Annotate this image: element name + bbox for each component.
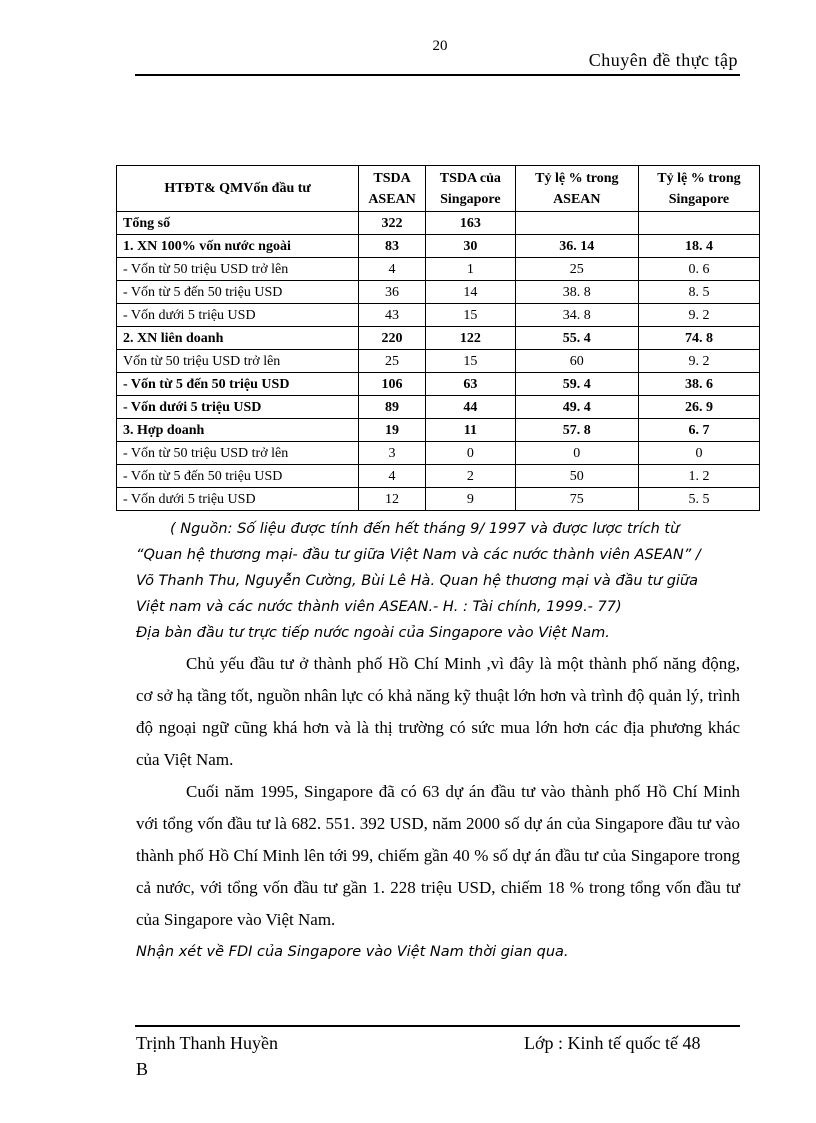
row-label: Vốn từ 50 triệu USD trở lên [117,350,359,373]
cell-asean-projects: 12 [359,488,426,511]
row-label: - Vốn từ 5 đến 50 triệu USD [117,465,359,488]
section-heading: Nhận xét về FDI của Singapore vào Việt Nam thời gian qua. [136,944,569,960]
cell-asean-projects: 322 [359,212,426,235]
table-row [117,396,760,419]
row-label: 1. XN 100% vốn nước ngoài [117,235,359,258]
row-label: - Vốn từ 50 triệu USD trở lên [117,442,359,465]
table-row [117,281,760,304]
cell-singapore-projects: 15 [425,304,515,327]
footer-class: Lớp : Kinh tế quốc tế 48 [524,1033,701,1053]
header-title: Chuyên đề thực tập [588,50,738,70]
source-line: Việt nam và các nước thành viên ASEAN.- H. : Tài chính, 1999.- 77) [136,599,622,615]
cell-asean-percent: 25 [515,258,638,281]
column-header: Tỷ lệ % trong ASEAN [515,166,638,212]
table-row [117,488,760,511]
table-row [117,258,760,281]
column-header: HTĐT& QMVốn đầu tư [117,166,359,212]
row-label: - Vốn dưới 5 triệu USD [117,488,359,511]
table-row [117,212,760,235]
source-line: Võ Thanh Thu, Nguyễn Cường, Bùi Lê Hà. Quan hệ thương mại và đầu tư giữa [136,573,699,589]
table-row [117,235,760,258]
source-note [136,516,756,646]
cell-singapore-percent [638,212,759,235]
table-header-row [117,166,760,212]
cell-singapore-projects: 11 [425,419,515,442]
table-row [117,327,760,350]
section-heading: Địa bàn đầu tư trực tiếp nước ngoài của Singapore vào Việt Nam. [136,625,610,641]
cell-asean-percent: 49. 4 [515,396,638,419]
paragraph: Cuối năm 1995, Singapore đã có 63 dự án đầu tư vào thành phố Hồ Chí Minh với tổng vốn đầu tư là 682. 551. 392 USD, năm 2000 số dự án của Singapore đầu tư vào thành phố Hồ Chí Minh lên tới 99, chiếm gần 40 % số dự án đầu tư của Singapore trong cả nước, với tổng vốn đầu tư gần 1. 228 triệu USD, chiếm 18 % trong tổng vốn đầu tư của Singapore vào Việt Nam. [136,782,740,929]
row-label: - Vốn từ 5 đến 50 triệu USD [117,281,359,304]
cell-singapore-projects: 15 [425,350,515,373]
cell-singapore-percent: 26. 9 [638,396,759,419]
cell-asean-projects: 106 [359,373,426,396]
cell-singapore-percent: 0 [638,442,759,465]
cell-singapore-projects: 1 [425,258,515,281]
cell-asean-projects: 3 [359,442,426,465]
author-name-continued: B [136,1059,149,1079]
cell-asean-projects: 4 [359,258,426,281]
cell-singapore-projects: 44 [425,396,515,419]
cell-singapore-percent: 6. 7 [638,419,759,442]
table-row [117,465,760,488]
cell-asean-projects: 19 [359,419,426,442]
row-label: - Vốn dưới 5 triệu USD [117,304,359,327]
cell-singapore-percent: 8. 5 [638,281,759,304]
cell-asean-projects: 4 [359,465,426,488]
cell-asean-projects: 25 [359,350,426,373]
cell-singapore-percent: 1. 2 [638,465,759,488]
cell-asean-percent: 34. 8 [515,304,638,327]
cell-asean-percent: 38. 8 [515,281,638,304]
row-label: Tổng số [117,212,359,235]
body-text [136,648,740,968]
cell-singapore-projects: 163 [425,212,515,235]
cell-singapore-projects: 2 [425,465,515,488]
row-label: 3. Hợp doanh [117,419,359,442]
column-header: TSDA của Singapore [425,166,515,212]
cell-singapore-projects: 63 [425,373,515,396]
cell-asean-percent: 50 [515,465,638,488]
cell-asean-percent [515,212,638,235]
cell-asean-percent: 75 [515,488,638,511]
table-row [117,373,760,396]
table-row [117,350,760,373]
cell-asean-projects: 89 [359,396,426,419]
cell-asean-projects: 43 [359,304,426,327]
cell-singapore-projects: 0 [425,442,515,465]
fdi-table [116,165,760,511]
cell-singapore-percent: 0. 6 [638,258,759,281]
cell-asean-percent: 36. 14 [515,235,638,258]
author-name: Trịnh Thanh Huyền [136,1033,279,1053]
cell-singapore-projects: 14 [425,281,515,304]
cell-asean-percent: 59. 4 [515,373,638,396]
cell-singapore-percent: 38. 6 [638,373,759,396]
cell-asean-percent: 55. 4 [515,327,638,350]
cell-singapore-projects: 9 [425,488,515,511]
row-label: 2. XN liên doanh [117,327,359,350]
cell-singapore-projects: 30 [425,235,515,258]
cell-singapore-percent: 5. 5 [638,488,759,511]
table-row [117,442,760,465]
row-label: - Vốn từ 50 triệu USD trở lên [117,258,359,281]
cell-asean-percent: 0 [515,442,638,465]
page-number: 20 [432,38,448,54]
paragraph: Chủ yếu đầu tư ở thành phố Hồ Chí Minh ,vì đây là một thành phố năng động, cơ sở hạ tầng tốt, nguồn nhân lực có khả năng kỹ thuật lớn hơn và trình độ quản lý, trình độ ngoại ngữ cũng khá hơn và là thị trường có sức mua lớn hơn các địa phương khác của Việt Nam. [136,654,740,769]
footer-divider [135,1025,740,1027]
cell-asean-projects: 220 [359,327,426,350]
table-row [117,419,760,442]
table-row [117,304,760,327]
cell-asean-projects: 36 [359,281,426,304]
cell-singapore-percent: 74. 8 [638,327,759,350]
row-label: - Vốn từ 5 đến 50 triệu USD [117,373,359,396]
header-divider [135,74,740,76]
column-header: TSDA ASEAN [359,166,426,212]
cell-singapore-projects: 122 [425,327,515,350]
cell-asean-percent: 60 [515,350,638,373]
column-header: Tỷ lệ % trong Singapore [638,166,759,212]
footer-author [136,1030,278,1082]
cell-singapore-percent: 9. 2 [638,304,759,327]
cell-singapore-percent: 9. 2 [638,350,759,373]
source-line: “Quan hệ thương mại- đầu tư giữa Việt Nam và các nước thành viên ASEAN” / [136,547,701,563]
cell-asean-projects: 83 [359,235,426,258]
source-line: ( Nguồn: Số liệu được tính đến hết tháng 9/ 1997 và được lược trích từ [170,521,680,537]
cell-singapore-percent: 18. 4 [638,235,759,258]
cell-asean-percent: 57. 8 [515,419,638,442]
row-label: - Vốn dưới 5 triệu USD [117,396,359,419]
